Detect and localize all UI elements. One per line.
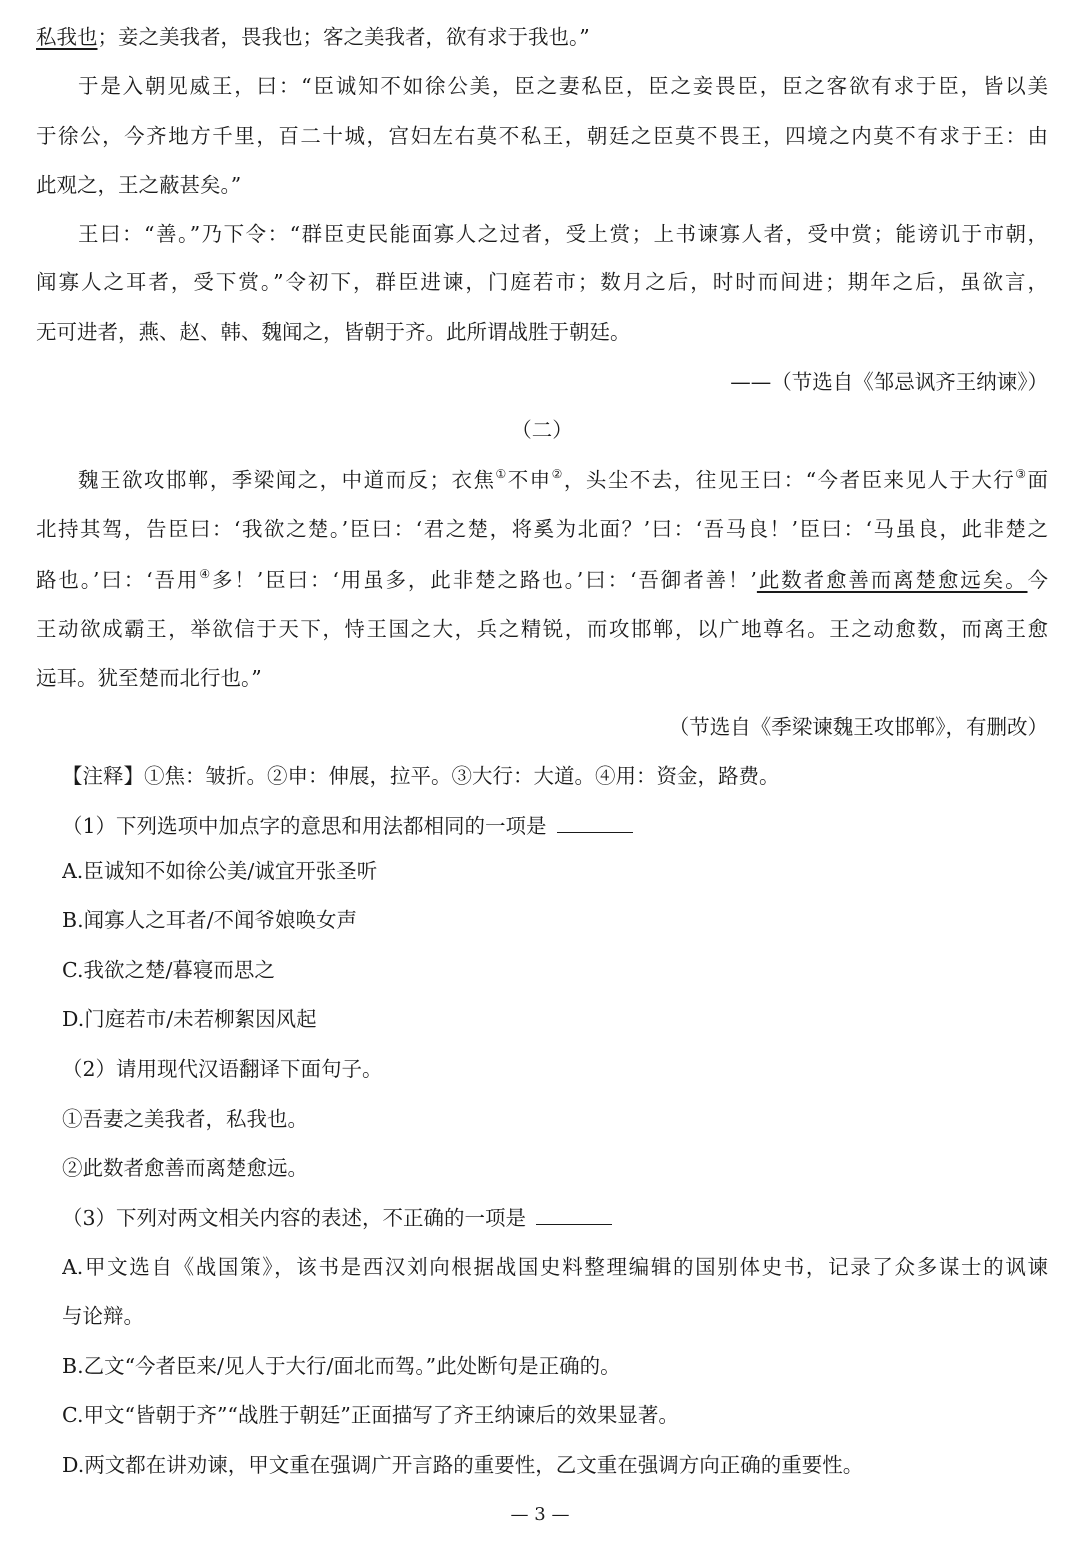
dotted-char: 之: [254, 958, 275, 982]
question3-stem: （3）下列对两文相关内容的表述，不正确的一项是: [62, 1204, 1074, 1232]
answer-blank: [557, 814, 633, 833]
passage1-source: ——（节选自《邹忌讽齐王纳谏》）: [730, 370, 1048, 394]
question2-stem: （2）请用现代汉语翻译下面句子。: [62, 1057, 383, 1081]
question3-option-a-line1: A.甲文选自《战国策》，该书是西汉刘向根据战国史料整理编辑的国别体史书，记录了众多谋士的讽谏: [62, 1255, 1048, 1279]
question3-option-b: B.乙文“今者臣来/见人于大行/面北而驾。”此处断句是正确的。: [62, 1354, 621, 1378]
question3-option-a-line2: 与论辩。: [62, 1304, 144, 1328]
question2-sentence2: ②此数者愈善而离楚愈远。: [62, 1156, 308, 1180]
underlined-phrase: 私我也: [36, 25, 98, 49]
underlined-sentence: 此数者愈善而离楚愈远矣。: [756, 568, 1028, 592]
passage2-line4: 王动欲成霸王，举欲信于天下，恃王国之大，兵之精锐，而攻邯郸，以广地尊名。王之动愈数，而离王愈: [36, 617, 1048, 641]
question1-option-b: B.闻寡人之耳者/不闻爷娘唤女声: [62, 908, 358, 932]
dotted-char: 之: [285, 517, 307, 541]
dotted-char: 闻: [83, 908, 105, 932]
dotted-char: 诚: [254, 859, 275, 883]
footnote-mark: ①: [495, 467, 508, 481]
question1-option-c: C.我欲之楚/暮寝而思之: [62, 958, 275, 982]
footnote-mark: ②: [551, 467, 564, 481]
passage1-line3: 于徐公，今齐地方千里，百二十城，宫妇左右莫不私王，朝廷之臣莫不畏王，四境之内莫不有求于王：由: [36, 124, 1048, 148]
page-number: — 3 —: [510, 1504, 570, 1525]
dotted-char: 闻: [36, 270, 57, 294]
passage1-line2: 于是入朝见威王，曰：“臣诚知不如徐公美，臣之妻私臣，臣之妾畏臣，臣之客欲有求于臣，皆以美: [78, 74, 1048, 98]
dotted-char: 诚: [103, 859, 125, 883]
question3-option-c: C.甲文“皆朝于齐”“战胜于朝廷”正面描写了齐王纳谏后的效果显著。: [62, 1403, 679, 1427]
dotted-char: 若: [193, 1007, 215, 1031]
dotted-char: 若: [125, 1007, 146, 1031]
dotted-char: 闻: [234, 908, 255, 932]
passage1-line6: 闻寡人之耳者，受下赏。”令初下，群臣进谏，门庭若市；数月之后，时时而间进；期年之后，虽欲言，: [36, 270, 1048, 294]
passage1-line5: 王曰：“善。”乃下令：“群臣吏民能面寡人之过者，受上赏；上书谏寡人者，受中赏；能谤讥于市朝，: [78, 222, 1048, 246]
passage2-line5: 远耳。犹至楚而北行也。”: [36, 666, 262, 690]
annotation-notes: 【注释】①焦：皱折。②申：伸展，拉平。③大行：大道。④用：资金，路费。: [62, 764, 780, 788]
dotted-char: 若: [532, 270, 554, 294]
passage1-line7: 无可进者，燕、赵、韩、魏闻之，皆朝于齐。此所谓战胜于朝廷。: [36, 320, 631, 344]
dotted-char: 诚: [335, 74, 357, 98]
passage1-line4: 此观之，王之蔽甚矣。”: [36, 173, 242, 197]
passage1-line1: 私我也；妾之美我者，畏我也；客之美我者，欲有求于我也。”: [36, 25, 590, 49]
question1-stem: （1）下列选项中加点字的意思和用法都相同的一项是: [62, 812, 1074, 840]
answer-blank: [536, 1206, 612, 1225]
passage2-heading: （二）: [511, 418, 573, 442]
question3-option-d: D.两文都在讲劝谏，甲文重在强调广开言路的重要性，乙文重在强调方向正确的重要性。: [62, 1453, 864, 1477]
question2-sentence1: ①吾妻之美我者，私我也。: [62, 1107, 308, 1131]
footnote-mark: ④: [199, 567, 212, 581]
passage2-source: （节选自《季梁谏魏王攻邯郸》，有删改）: [668, 715, 1048, 739]
question1-option-a: A.臣诚知不如徐公美/诚宜开张圣听: [62, 859, 378, 883]
question1-option-d: D.门庭若市/未若柳絮因风起: [62, 1007, 317, 1031]
passage2-line3: 路也。’曰：‘吾用④多！’臣曰：‘用虽多，此非楚之路也。’曰：‘吾御者善！’此数者愈善而离楚愈远矣。今: [36, 567, 1048, 592]
passage2-line1: 魏王欲攻邯郸，季梁闻之，中道而反；衣焦①不申②，头尘不去，往见王曰：“今者臣来见人于大行③面: [78, 467, 1048, 492]
footnote-mark: ③: [1015, 467, 1028, 481]
dotted-char: 之: [124, 958, 145, 982]
passage2-line2: 北持其驾，告臣曰：‘我欲之楚。’臣曰：‘君之楚，将奚为北面？’曰：‘吾马良！’臣曰：‘马虽良，此非楚之: [36, 517, 1048, 541]
